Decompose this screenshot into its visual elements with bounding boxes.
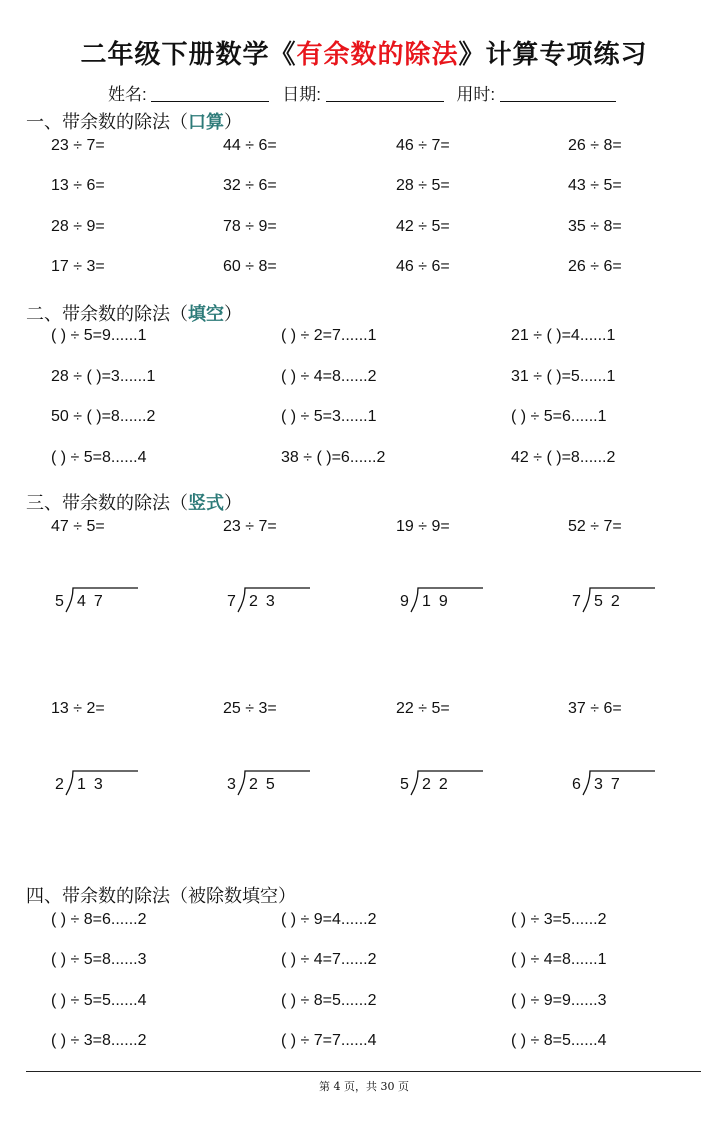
section-3-heading xyxy=(26,489,242,515)
dividend-blank-problem: ( ) ÷ 5=8......3 xyxy=(51,951,147,968)
fill-blank-problem: 28 ÷ ( )=3......1 xyxy=(51,368,156,385)
fill-blank-problem: ( ) ÷ 5=8......4 xyxy=(51,449,147,466)
dividend-blank-problem: ( ) ÷ 3=8......2 xyxy=(51,1032,147,1049)
fill-blank-problem: 31 ÷ ( )=5......1 xyxy=(511,368,616,385)
divisor: 6 xyxy=(572,776,581,793)
info-line xyxy=(108,80,616,105)
dividend: 52 xyxy=(594,593,628,610)
oral-problem: 32 ÷ 6= xyxy=(223,177,277,194)
divisor: 7 xyxy=(227,593,236,610)
section-2-close: ） xyxy=(224,304,242,324)
dividend-blank-problem: ( ) ÷ 3=5......2 xyxy=(511,911,607,928)
time-field[interactable] xyxy=(500,85,616,102)
oral-problem: 28 ÷ 5= xyxy=(396,177,450,194)
fill-blank-problem: 42 ÷ ( )=8......2 xyxy=(511,449,616,466)
dividend: 37 xyxy=(594,776,628,793)
fill-blank-problem: 38 ÷ ( )=6......2 xyxy=(281,449,386,466)
divisor: 5 xyxy=(55,593,64,610)
divisor: 7 xyxy=(572,593,581,610)
title-prefix: 二年级下册数学《 xyxy=(80,39,297,69)
footer-divider xyxy=(26,1071,701,1072)
long-division-setup xyxy=(400,588,490,618)
long-division-setup xyxy=(55,588,145,618)
long-division-setup xyxy=(227,588,317,618)
long-division-setup xyxy=(572,771,662,801)
section-1-label: 一、带余数的除法 xyxy=(26,112,170,132)
vertical-problem: 22 ÷ 5= xyxy=(396,700,450,717)
dividend: 19 xyxy=(422,593,456,610)
fill-blank-problem: 21 ÷ ( )=4......1 xyxy=(511,327,616,344)
section-2-label: 二、带余数的除法 xyxy=(26,304,170,324)
vertical-problem: 47 ÷ 5= xyxy=(51,518,105,535)
dividend-blank-problem: ( ) ÷ 4=7......2 xyxy=(281,951,377,968)
dividend: 13 xyxy=(77,776,111,793)
oral-problem: 26 ÷ 8= xyxy=(568,137,622,154)
oral-problem: 35 ÷ 8= xyxy=(568,218,622,235)
dividend-blank-problem: ( ) ÷ 7=7......4 xyxy=(281,1032,377,1049)
divisor: 5 xyxy=(400,776,409,793)
long-division-setup xyxy=(55,771,145,801)
title-suffix: 》计算专项练习 xyxy=(458,39,648,69)
fill-blank-problem: ( ) ÷ 4=8......2 xyxy=(281,368,377,385)
section-3-highlight: 竖式 xyxy=(188,493,224,513)
name-label: 姓名: xyxy=(108,85,147,104)
oral-problem: 43 ÷ 5= xyxy=(568,177,622,194)
oral-problem: 28 ÷ 9= xyxy=(51,218,105,235)
oral-problem: 46 ÷ 6= xyxy=(396,258,450,275)
vertical-problem: 23 ÷ 7= xyxy=(223,518,277,535)
name-field[interactable] xyxy=(151,85,269,102)
dividend: 23 xyxy=(249,593,283,610)
dividend-blank-problem: ( ) ÷ 9=4......2 xyxy=(281,911,377,928)
date-label: 日期: xyxy=(282,85,321,104)
dividend-blank-problem: ( ) ÷ 9=9......3 xyxy=(511,992,607,1009)
section-2-highlight: 填空 xyxy=(188,304,224,324)
oral-problem: 13 ÷ 6= xyxy=(51,177,105,194)
divisor: 3 xyxy=(227,776,236,793)
section-3-open: （ xyxy=(170,493,188,513)
section-1-highlight: 口算 xyxy=(188,112,224,132)
vertical-problem: 52 ÷ 7= xyxy=(568,518,622,535)
section-3-close: ） xyxy=(224,493,242,513)
date-field[interactable] xyxy=(326,85,444,102)
section-1-close: ） xyxy=(224,112,242,132)
dividend-blank-problem: ( ) ÷ 8=5......4 xyxy=(511,1032,607,1049)
fill-blank-problem: ( ) ÷ 5=6......1 xyxy=(511,408,607,425)
dividend-blank-problem: ( ) ÷ 4=8......1 xyxy=(511,951,607,968)
dividend: 25 xyxy=(249,776,283,793)
section-1-heading xyxy=(26,108,242,134)
page-number: 第 4 页，共 30 页 xyxy=(319,1080,409,1093)
oral-problem: 42 ÷ 5= xyxy=(396,218,450,235)
vertical-problem: 19 ÷ 9= xyxy=(396,518,450,535)
oral-problem: 17 ÷ 3= xyxy=(51,258,105,275)
oral-problem: 23 ÷ 7= xyxy=(51,137,105,154)
section-4-heading xyxy=(26,882,296,908)
section-2-heading xyxy=(26,300,242,326)
time-label: 用时: xyxy=(456,85,496,104)
vertical-problem: 37 ÷ 6= xyxy=(568,700,622,717)
dividend: 47 xyxy=(77,593,111,610)
fill-blank-problem: 50 ÷ ( )=8......2 xyxy=(51,408,156,425)
divisor: 9 xyxy=(400,593,409,610)
oral-problem: 60 ÷ 8= xyxy=(223,258,277,275)
dividend-blank-problem: ( ) ÷ 8=5......2 xyxy=(281,992,377,1009)
dividend: 22 xyxy=(422,776,456,793)
dividend-blank-problem: ( ) ÷ 5=5......4 xyxy=(51,992,147,1009)
section-3-label: 三、带余数的除法 xyxy=(26,493,170,513)
fill-blank-problem: ( ) ÷ 2=7......1 xyxy=(281,327,377,344)
oral-problem: 26 ÷ 6= xyxy=(568,258,622,275)
title-highlight: 有余数的除法 xyxy=(296,39,459,69)
oral-problem: 44 ÷ 6= xyxy=(223,137,277,154)
page-title xyxy=(0,34,728,71)
fill-blank-problem: ( ) ÷ 5=9......1 xyxy=(51,327,147,344)
oral-problem: 78 ÷ 9= xyxy=(223,218,277,235)
section-4-label: 四、带余数的除法（被除数填空） xyxy=(26,886,296,906)
long-division-setup xyxy=(400,771,490,801)
oral-problem: 46 ÷ 7= xyxy=(396,137,450,154)
dividend-blank-problem: ( ) ÷ 8=6......2 xyxy=(51,911,147,928)
section-2-open: （ xyxy=(170,304,188,324)
vertical-problem: 13 ÷ 2= xyxy=(51,700,105,717)
long-division-setup xyxy=(227,771,317,801)
fill-blank-problem: ( ) ÷ 5=3......1 xyxy=(281,408,377,425)
section-1-open: （ xyxy=(170,112,188,132)
divisor: 2 xyxy=(55,776,64,793)
vertical-problem: 25 ÷ 3= xyxy=(223,700,277,717)
long-division-setup xyxy=(572,588,662,618)
